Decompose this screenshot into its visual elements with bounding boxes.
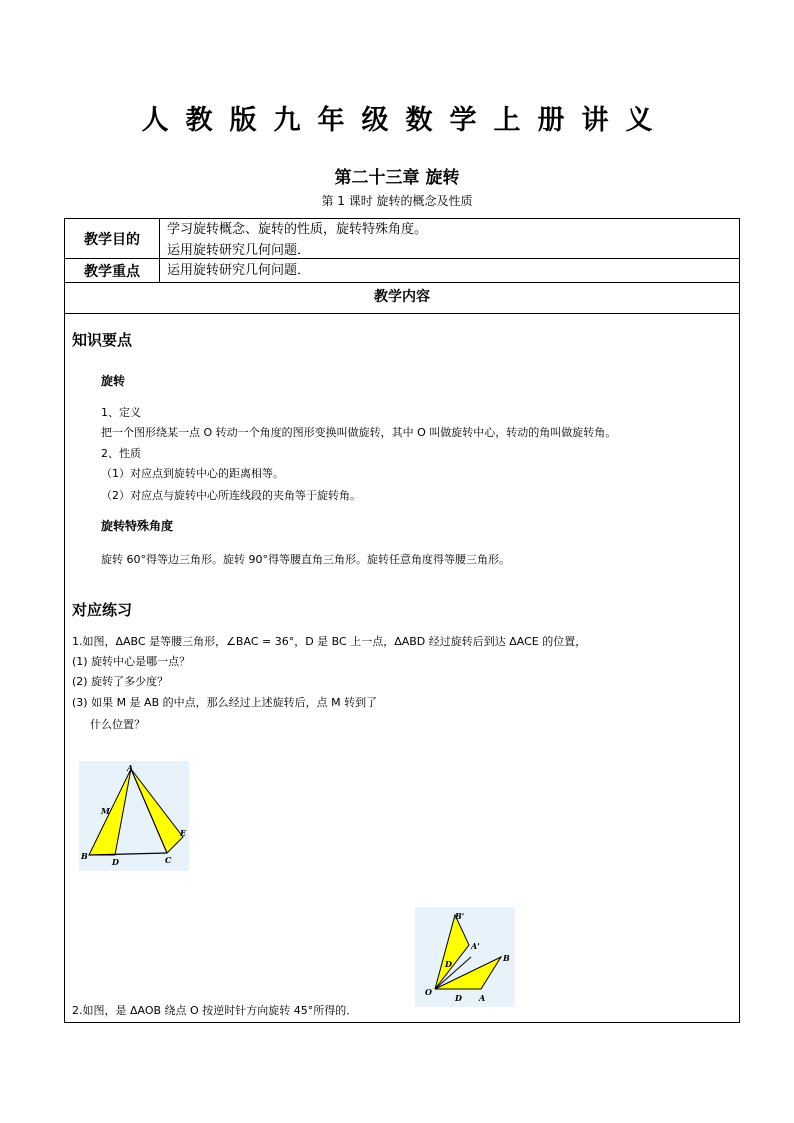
focus-value: 运用旋转研究几何问题．: [167, 263, 311, 278]
chapter-title: 第二十三章 旋转: [334, 168, 460, 188]
label-a-prime: A': [471, 941, 480, 951]
question-1-part-3: (3) 如果 M 是 AB 的中点，那么经过上述旋转后，点 M 转到了: [72, 696, 378, 709]
label-d: D: [112, 857, 119, 867]
property-1: （1）对应点到旋转中心的距离相等。: [101, 467, 284, 480]
definition-label: 1、定义: [101, 406, 141, 419]
goal-line-1: 学习旋转概念、旋转的性质，旋转特殊角度。: [167, 222, 428, 237]
special-angle-text: 旋转 60°得等边三角形。旋转 90°得等腰直角三角形。旋转任意角度得等腰三角形。: [101, 553, 510, 566]
goal-label: 教学目的: [65, 219, 160, 258]
label-b-prime: B': [455, 911, 465, 921]
content-header: 教学内容: [65, 283, 739, 314]
label-a: A: [479, 993, 486, 1003]
label-a: A: [127, 763, 134, 773]
practice-heading: 对应练习: [72, 601, 133, 619]
label-c: C: [165, 855, 172, 865]
knowledge-heading: 知识要点: [72, 331, 133, 349]
question-1: 1.如图，ΔABC 是等腰三角形，∠BAC = 36°，D 是 BC 上一点，ΔABD 经过旋转后到达 ΔACE 的位置，: [72, 635, 587, 648]
goal-value: [167, 219, 427, 261]
lesson-title: 第 1 课时 旋转的概念及性质: [321, 194, 473, 208]
label-d: D: [455, 993, 462, 1003]
triangle-figure-1: [79, 761, 189, 871]
special-angle-heading: 旋转特殊角度: [101, 519, 174, 533]
question-1-part-3-continued: 什么位置？: [90, 718, 145, 731]
question-1-part-1: (1) 旋转中心是哪一点？: [72, 655, 191, 668]
label-d-prime: D: [445, 959, 452, 969]
triangle-figure-2: [415, 907, 515, 1007]
label-m: M: [101, 806, 110, 816]
question-2: 2.如图，是 ΔAOB 绕点 O 按逆时针方向旋转 45°所得的．: [72, 1004, 358, 1017]
rotation-heading: 旋转: [101, 374, 126, 388]
label-o: O: [425, 987, 432, 997]
property-2: （2）对应点与旋转中心所连线段的夹角等于旋转角。: [101, 489, 361, 502]
label-b: B: [503, 953, 510, 963]
goal-row: [65, 219, 739, 259]
label-b: B: [81, 851, 88, 861]
label-e: E: [180, 828, 187, 838]
goal-line-2: 运用旋转研究几何问题．: [167, 243, 311, 258]
definition-text: 把一个图形绕某一点 O 转动一个角度的图形变换叫做旋转，其中 O 叫做旋转中心，转动的角叫做旋转角。: [101, 426, 617, 439]
focus-row: [65, 259, 739, 283]
lesson-table: [64, 218, 740, 1023]
document-title: 人教版九年级数学上册讲义: [141, 105, 670, 136]
focus-label: 教学重点: [65, 259, 160, 282]
question-1-part-2: (2) 旋转了多少度？: [72, 675, 169, 688]
property-label: 2、性质: [101, 447, 141, 460]
